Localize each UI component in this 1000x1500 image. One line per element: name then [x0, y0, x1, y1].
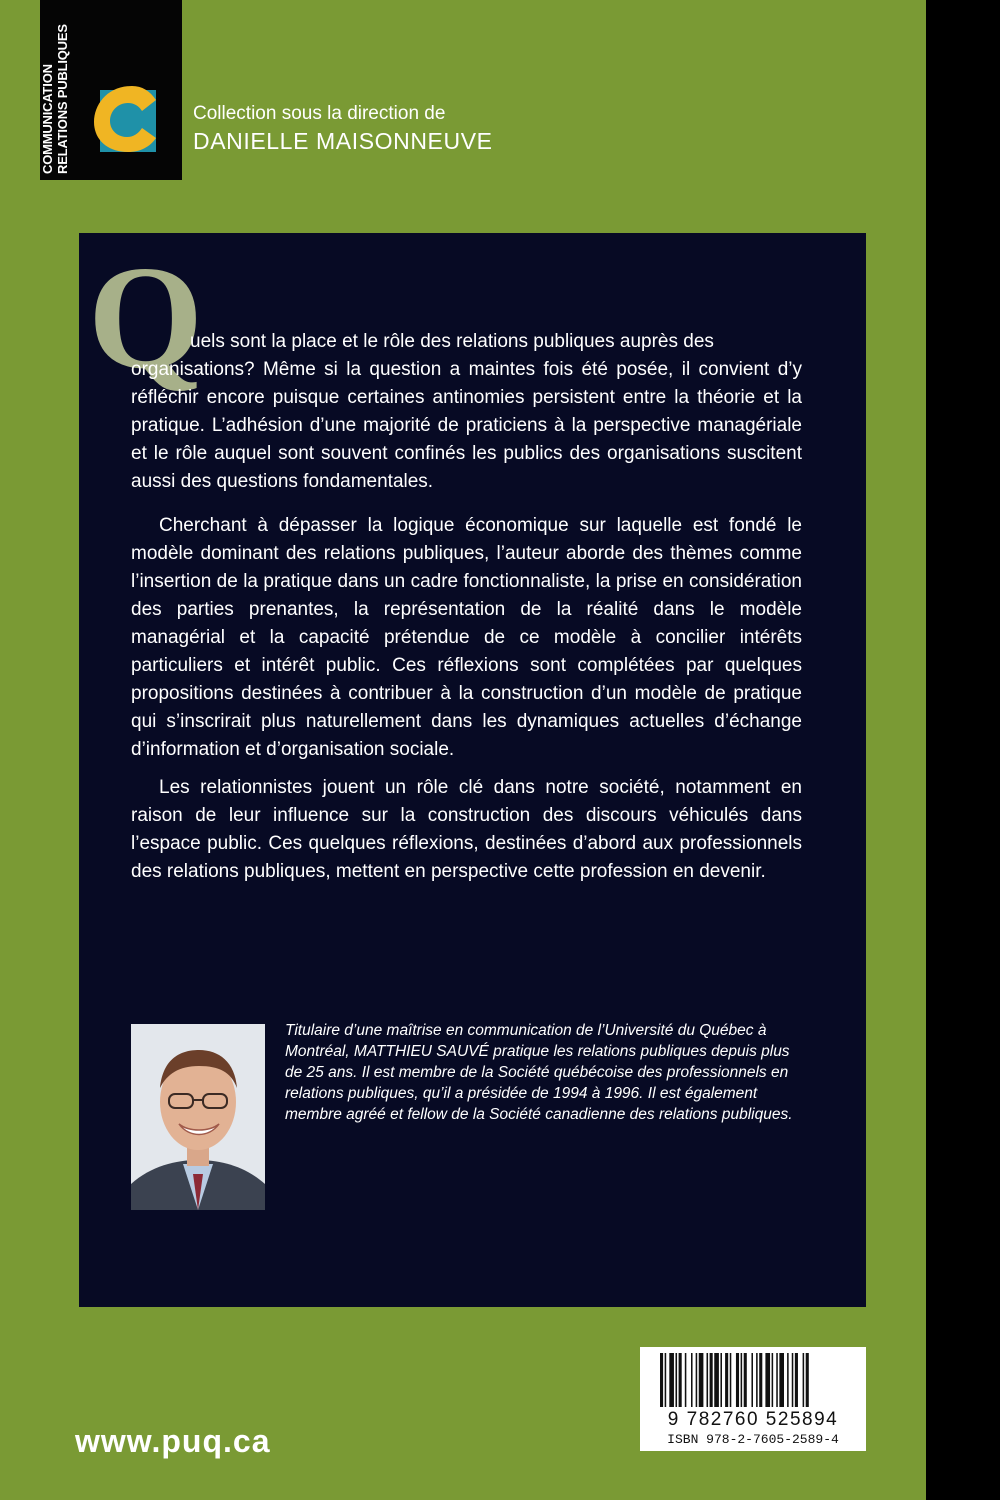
- barcode-bar: [806, 1353, 809, 1407]
- series-label-line1: COMMUNICATION: [40, 64, 55, 174]
- barcode-bar: [730, 1353, 732, 1407]
- barcode-bar: [699, 1353, 704, 1407]
- barcode-bar: [665, 1353, 667, 1407]
- barcode-bar: [795, 1353, 798, 1407]
- barcode-bar: [759, 1353, 762, 1407]
- collection-info: [193, 102, 493, 156]
- description-paragraph-2: Cherchant à dépasser la logique économique sur laquelle est fondé le modèle dominant des relations publiques, l’auteur aborde des thèmes comme l’insertion de la pratique dans un cadre fonctionnaliste, la prise en considération des parties prenantes, la représentation de la réalité dans le modèle managérial et la capacité prétendue de ce modèle à concilier intérêts particuliers et intérêt public. Ces réflexions sont complétées par quelques propositions destinées à contribuer à la construction d’un modèle de pratique qui s’inscrirait plus naturellement dans les dynamiques actuelles d’échange d’information et d’organisation sociale.: [131, 515, 802, 760]
- series-label: [40, 4, 80, 174]
- barcode-bar: [787, 1353, 789, 1407]
- author-bio: Titulaire d’une maîtrise en communication de l’Université du Québec à Montréal, MATTHIEU SAUVÉ pratique les relations publiques depuis plus de 25 ans. Il est membre de la Société québécoise des professionnels en relations publiques, qu’il a présidée de 1994 à 1996. Il est également membre agréé et fellow de la Société canadienne des relations publiques.: [285, 1022, 793, 1123]
- barcode-bar: [669, 1353, 674, 1407]
- barcode-bar: [744, 1353, 747, 1407]
- paragraph-1-lead: uels sont la place et le rôle des relations publiques auprès des: [190, 331, 714, 352]
- series-label-line2: RELATIONS PUBLIQUES: [55, 24, 70, 174]
- barcode-bar: [676, 1353, 678, 1407]
- barcode-bar: [725, 1353, 728, 1407]
- barcode-icon: [640, 1347, 866, 1409]
- barcode-bar: [751, 1353, 753, 1407]
- drop-cap: Q: [88, 236, 204, 400]
- barcode-bar: [803, 1353, 805, 1407]
- spine-edge: [926, 0, 1000, 1500]
- description-paragraph-1: [131, 328, 802, 496]
- barcode-bar: [776, 1353, 778, 1407]
- barcode-bar: [720, 1353, 722, 1407]
- barcode-bar: [696, 1353, 698, 1407]
- barcode-bar: [756, 1353, 758, 1407]
- collection-director: DANIELLE MAISONNEUVE: [193, 128, 493, 154]
- barcode-bar: [779, 1353, 784, 1407]
- barcode-bar: [679, 1353, 682, 1407]
- paragraph-1-rest: organisations? Même si la question a maintes fois été posée, il convient d’y réfléchir encore puisque certaines antinomies persistent entre la théorie et la pratique. L’adhésion d’une majorité de praticiens à la perspective managériale et le rôle auquel sont souvent confinés les publics des organisations suscitent aussi des questions fondamentales.: [131, 359, 802, 492]
- publisher-website: www.puq.ca: [75, 1423, 271, 1459]
- author-portrait-icon: [131, 1024, 265, 1210]
- barcode-digits: 9 782760 525894: [667, 1409, 839, 1430]
- barcode-bar: [691, 1353, 693, 1407]
- barcode-bar: [741, 1353, 743, 1407]
- barcode-bar: [707, 1353, 709, 1407]
- barcode-bar: [660, 1353, 663, 1407]
- isbn: ISBN 978-2-7605-2589-4: [667, 1432, 839, 1447]
- barcode-bar: [792, 1353, 794, 1407]
- barcode-bar: [685, 1353, 687, 1407]
- collection-caption: Collection sous la direction de: [193, 103, 446, 124]
- barcode-bar: [736, 1353, 739, 1407]
- description-paragraph-3: Les relationnistes jouent un rôle clé dans notre société, notamment en raison de leur influence sur la construction des discours véhiculés dans l’espace public. Ces quelques réflexions, destinées d’abord aux professionnels des relations publiques, mettent en perspective cette profession en devenir.: [131, 777, 802, 882]
- barcode-bar: [710, 1353, 713, 1407]
- barcode-bar: [765, 1353, 770, 1407]
- collection-c-logo-icon: [92, 80, 160, 156]
- barcode-bar: [714, 1353, 719, 1407]
- barcode-bar: [772, 1353, 774, 1407]
